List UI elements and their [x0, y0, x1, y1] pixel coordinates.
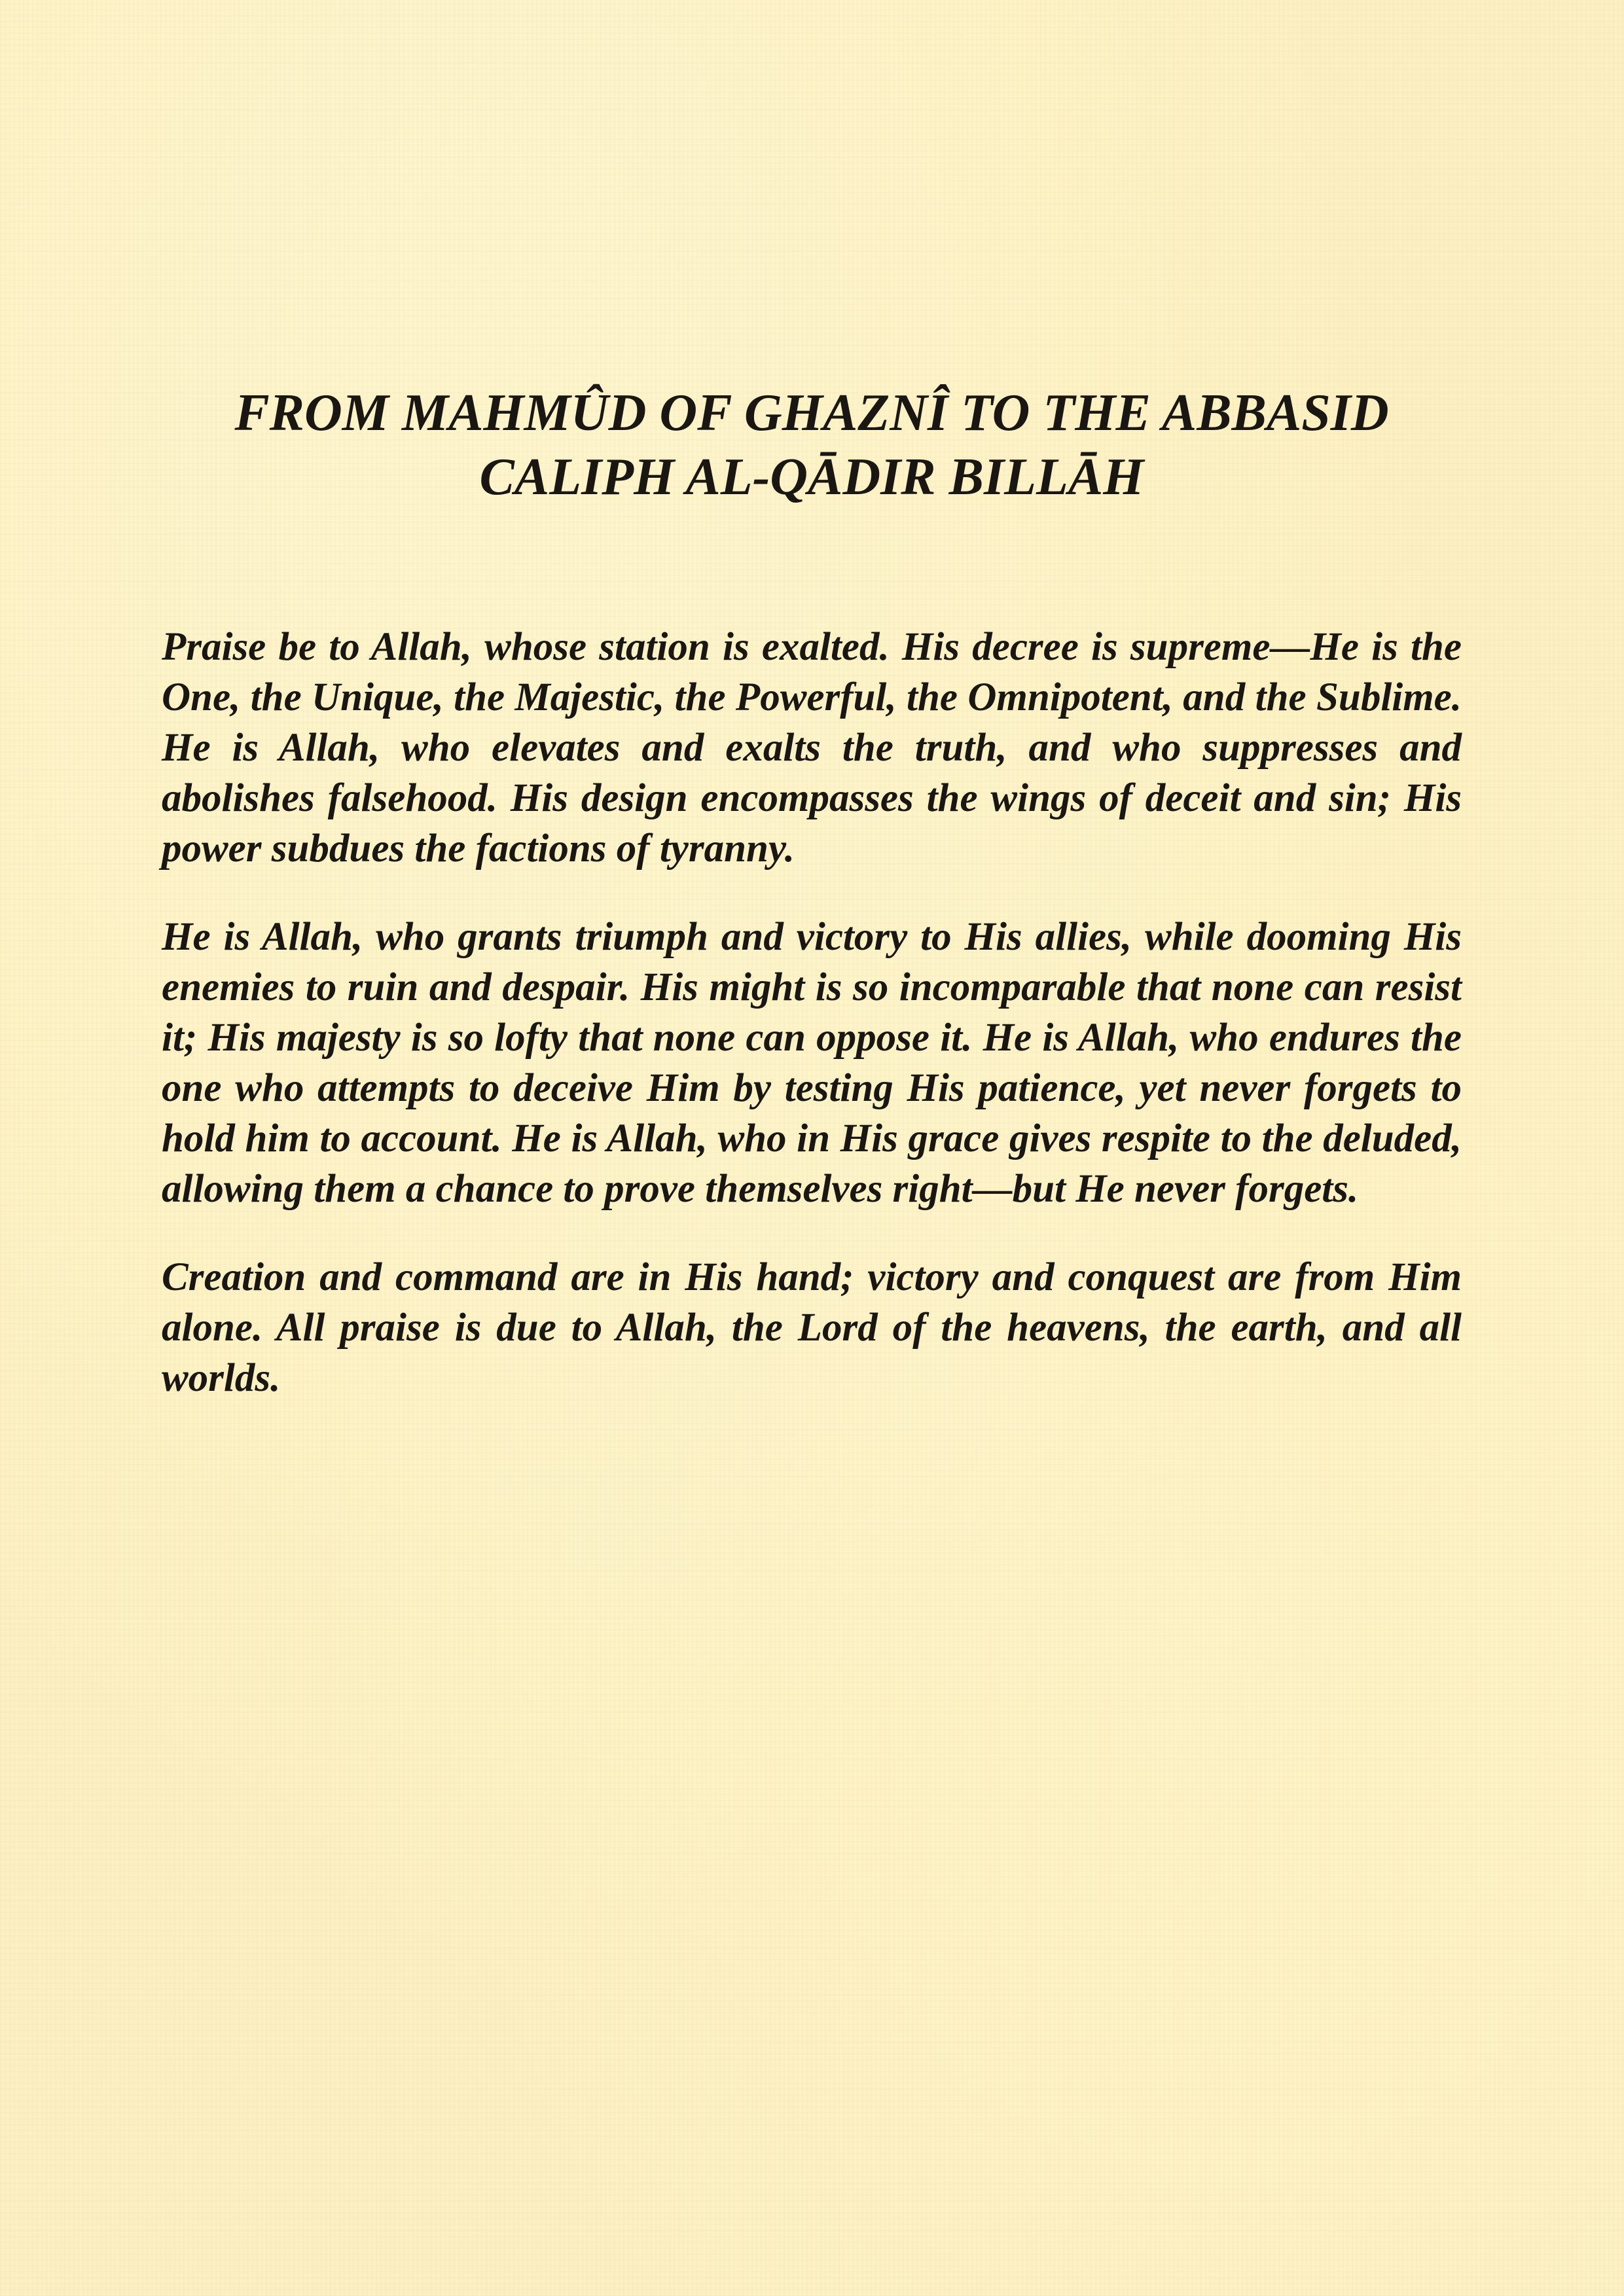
paragraph-2: He is Allah, who grants triumph and victory to His allies, while dooming His enemies to ruin and despair. His might is so incomparable that none can resist it; His majesty is so lofty that none can oppose it. He is Allah, who endures the one who attempts to deceive Him by testing His patience, yet never forgets to hold him to account. He is Allah, who in His grace gives respite to the deluded, allowing them a chance to prove themselves right—but He never forgets. [162, 915, 1462, 1211]
paragraph-1: Praise be to Allah, whose station is exalted. His decree is supreme—He is the One, the Unique, the Majestic, the Powerful, the Omnipotent, and the Sublime. He is Allah, who elevates and exalts the truth, and who suppresses and abolishes falsehood. His design encompasses the wings of deceit and sin; His power subdues the factions of tyranny. [162, 625, 1462, 870]
page-title [157, 381, 1466, 509]
letter-body [162, 622, 1462, 1441]
title-line-2: CALIPH AL-QĀDIR BILLĀH [479, 448, 1144, 506]
paragraph-3: Creation and command are in His hand; victory and conquest are from Him alone. All praise is due to Allah, the Lord of the heavens, the earth, and all worlds. [162, 1255, 1462, 1400]
title-line-1: FROM MAHMÛD OF GHAZNÎ TO THE ABBASID [234, 384, 1389, 442]
